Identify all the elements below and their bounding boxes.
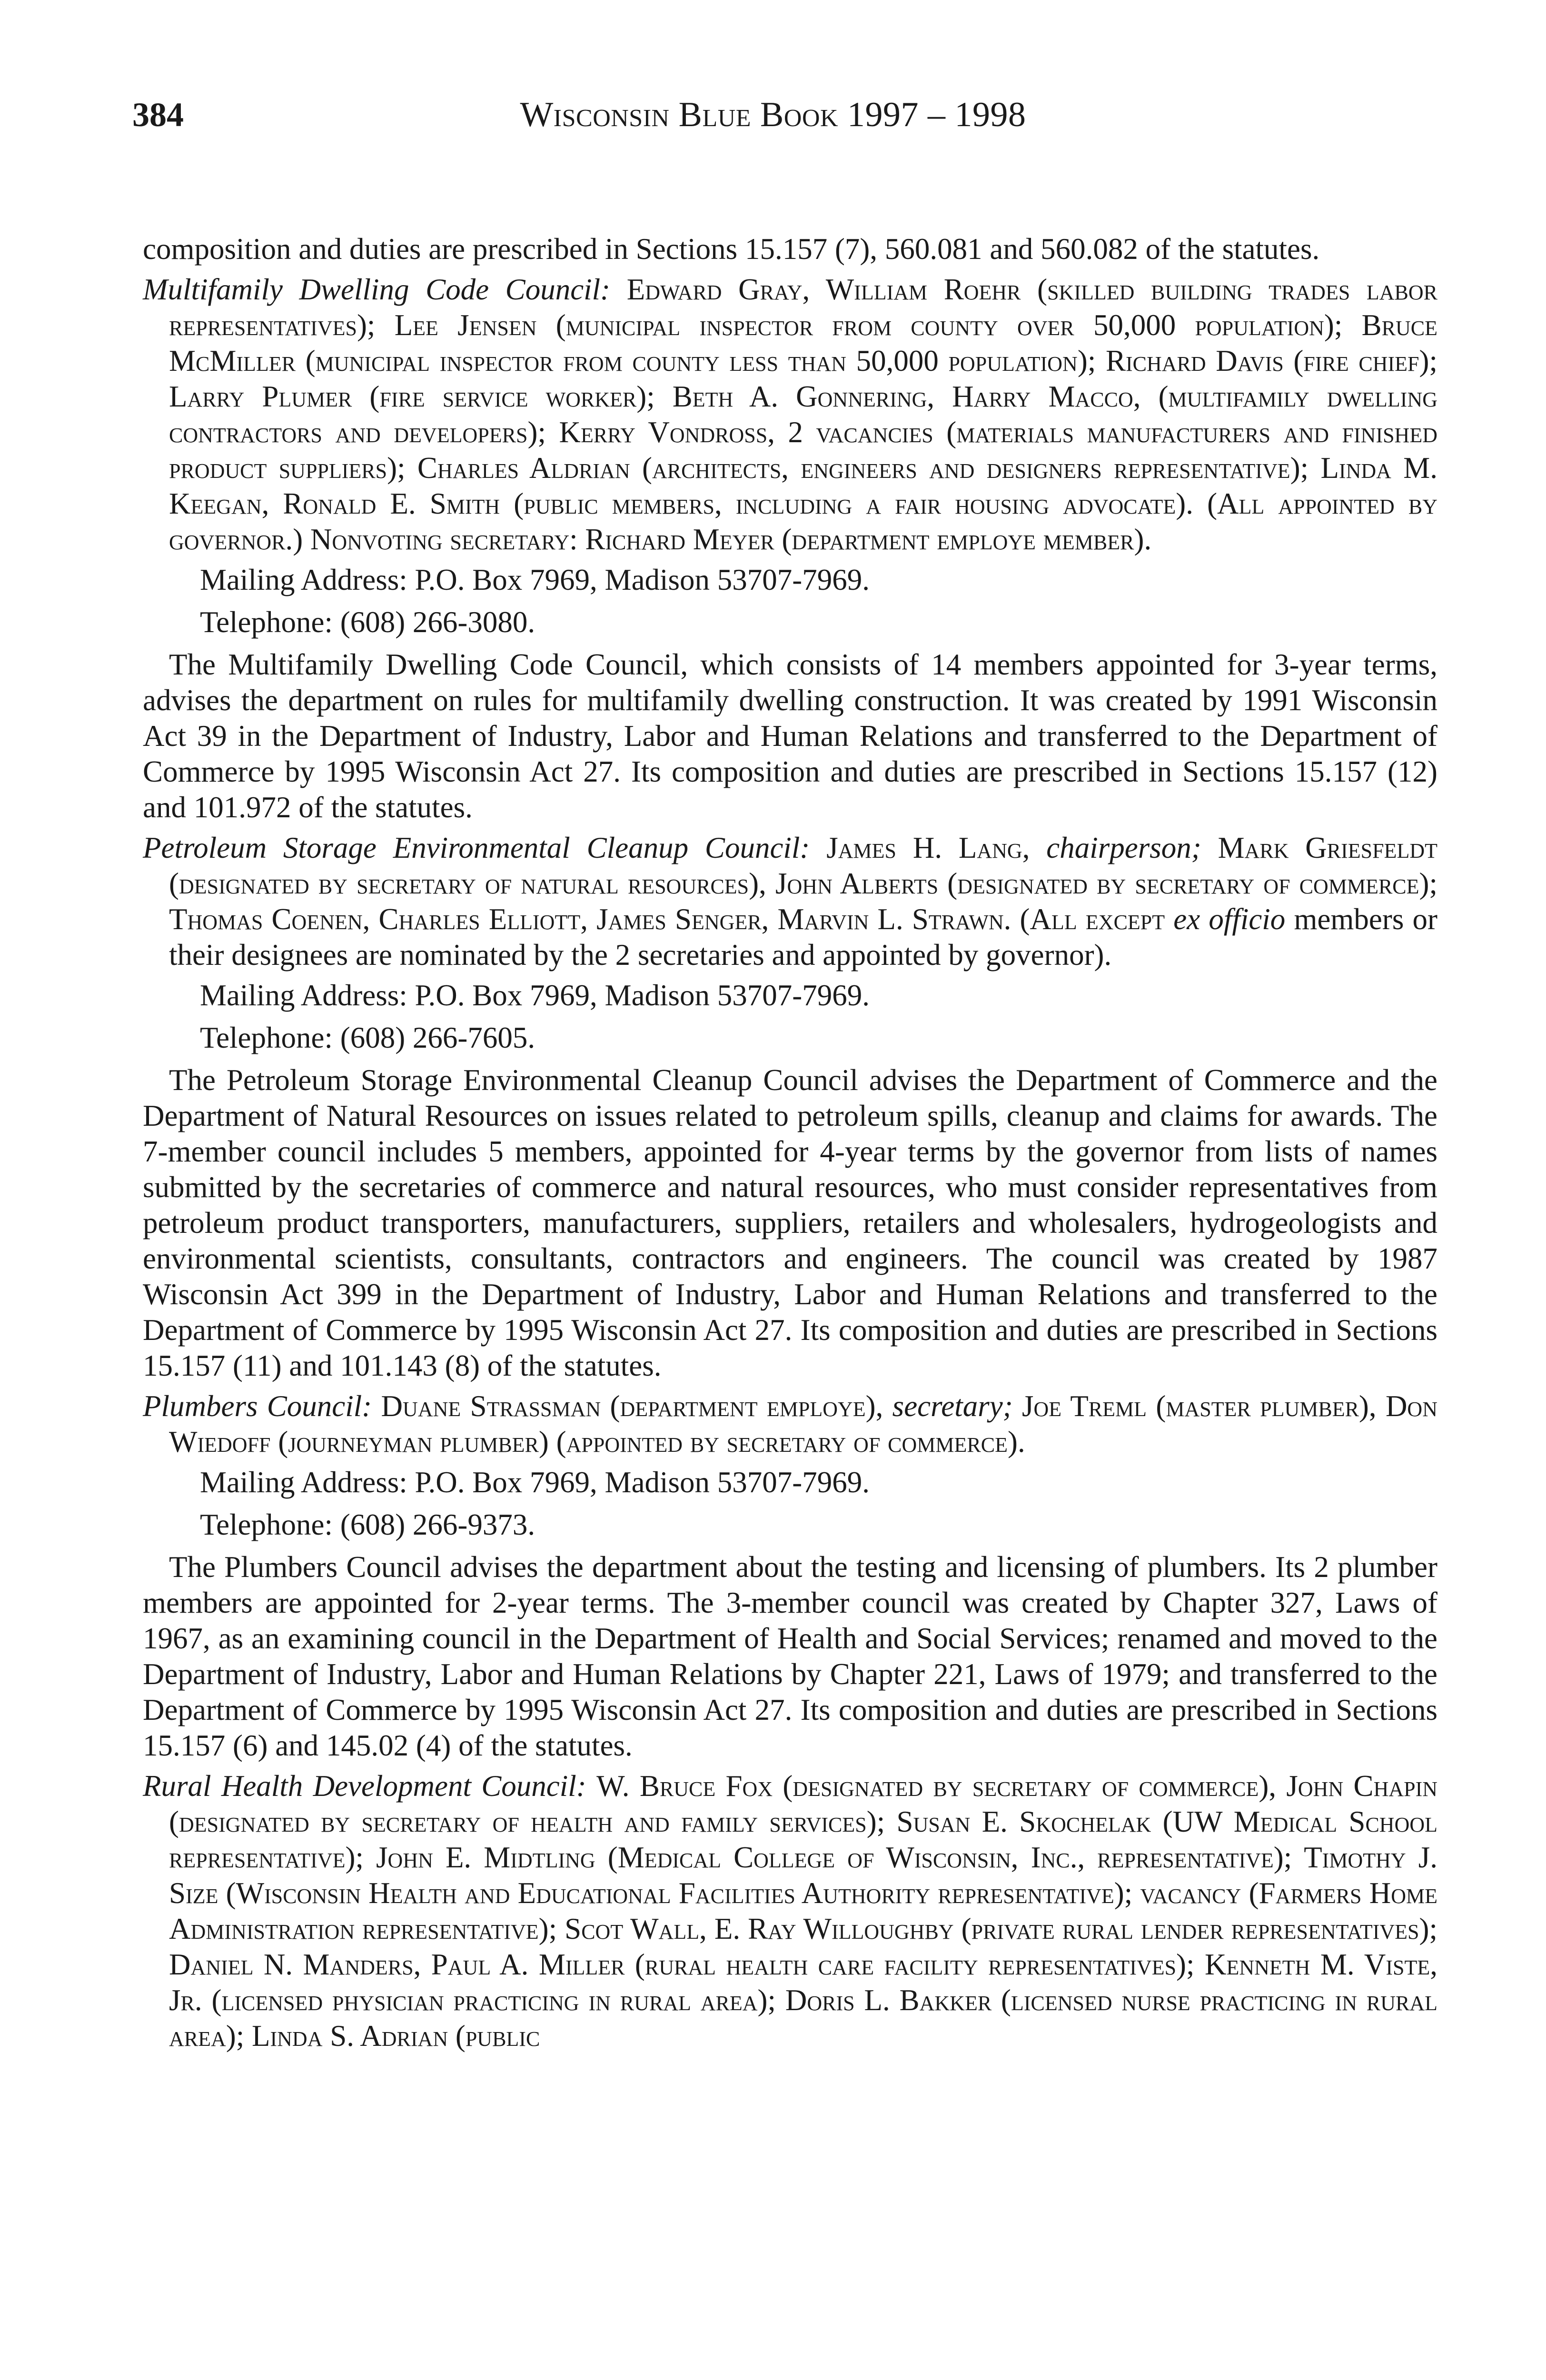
secretary-name: Duane Strassman (department employe), xyxy=(381,1389,883,1423)
council-title: Multifamily Dwelling Code Council: xyxy=(143,273,611,306)
mailing-address: Mailing Address: P.O. Box 7969, Madison 53707-7969. xyxy=(200,1466,870,1499)
petroleum-council-entry xyxy=(143,830,1437,973)
page-number: 384 xyxy=(132,96,184,134)
council-description: The Plumbers Council advises the department about the testing and licensing of plumbers. Its 2 plumber members are appointed for 2-year terms. The 3-member council was created by Chapter 327, Laws of 1967, as an examining council in the Department of Health and Social Services; renamed and moved to the Department of Industry, Labor and Human Relations by Chapter 221, Laws of 1979; and transferred to the Department of Commerce by 1995 Wisconsin Act 27. Its composition and duties are prescribed in Sections 15.157 (6) and 145.02 (4) of the statutes. xyxy=(143,1550,1437,1762)
page-body xyxy=(143,231,1437,2059)
secretary-role: secretary; xyxy=(892,1389,1013,1423)
council-members-end: members or their designees are nominated by the 2 secretaries and appointed by governor). xyxy=(169,902,1437,972)
running-head: Wisconsin Blue Book 1997 – 1998 xyxy=(520,95,1026,134)
telephone: Telephone: (608) 266-3080. xyxy=(200,605,535,639)
ex-officio: ex officio xyxy=(1173,902,1286,936)
council-title: Petroleum Storage Environmental Cleanup Council: xyxy=(143,831,810,864)
plumbers-council-entry xyxy=(143,1388,1437,1460)
intro-paragraph: composition and duties are prescribed in Sections 15.157 (7), 560.081 and 560.082 of the statutes. xyxy=(143,232,1320,266)
chair-role: chairperson; xyxy=(1046,831,1201,864)
rural-health-council-entry xyxy=(143,1768,1437,2054)
council-members: Edward Gray, William Roehr (skilled building trades labor representatives); Lee Jensen (municipal inspector from county over 50,000 population); Bruce McMiller (municipal inspector from county less than 50,000 population); Richard Davis (fire chief); Larry Plumer (fire service worker); Beth A. Gonnering, Harry Macco, (multifamily dwelling contractors and developers); Kerry Vondross, 2 vacancies (materials manufacturers and finished product suppliers); Charles Aldrian (architects, engineers and designers representative); Linda M. Keegan, Ronald E. Smith (public members, including a fair housing advocate). (All appointed by governor.) Nonvoting secretary: Richard Meyer (department employe member). xyxy=(169,273,1438,556)
mailing-address: Mailing Address: P.O. Box 7969, Madison 53707-7969. xyxy=(200,979,870,1012)
telephone: Telephone: (608) 266-9373. xyxy=(200,1508,535,1541)
chair-name: James H. Lang, xyxy=(826,831,1030,864)
telephone: Telephone: (608) 266-7605. xyxy=(200,1021,535,1054)
council-description: The Petroleum Storage Environmental Cleanup Council advises the Department of Commerce and the Department of Natural Resources on issues related to petroleum spills, cleanup and claims for awards. The 7-member council includes 5 members, appointed for 4-year terms by the governor from lists of names submitted by the secretaries of commerce and natural resources, who must consider representatives from petroleum product transporters, manufacturers, suppliers, retailers and wholesalers, hydrogeologists and environmental scientists, consultants, contractors and engineers. The council was created by 1987 Wisconsin Act 399 in the Department of Industry, Labor and Human Relations and transferred to the Department of Commerce by 1995 Wisconsin Act 27. Its composition and duties are prescribed in Sections 15.157 (11) and 101.143 (8) of the statutes. xyxy=(143,1063,1437,1382)
council-title: Rural Health Development Council: xyxy=(143,1769,586,1803)
council-title: Plumbers Council: xyxy=(143,1389,372,1423)
multifamily-council-entry xyxy=(143,272,1437,557)
council-members: Mark Griesfeldt (designated by secretary of natural resources), John Alberts (designated by secretary of commerce); Thomas Coenen, Charles Elliott, James Senger, Marvin L. Strawn. (All except xyxy=(169,831,1438,936)
council-members: Joe Treml (master plumber), Don Wiedoff (journeyman plumber) (appointed by secretary of commerce). xyxy=(169,1389,1437,1458)
council-description: The Multifamily Dwelling Code Council, which consists of 14 members appointed for 3-year terms, advises the department on rules for multifamily dwelling construction. It was created by 1991 Wisconsin Act 39 in the Department of Industry, Labor and Human Relations and transferred to the Department of Commerce by 1995 Wisconsin Act 27. Its composition and duties are prescribed in Sections 15.157 (12) and 101.972 of the statutes. xyxy=(143,648,1437,824)
mailing-address: Mailing Address: P.O. Box 7969, Madison 53707-7969. xyxy=(200,563,870,596)
council-members: W. Bruce Fox (designated by secretary of commerce), John Chapin (designated by secretary of health and family services); Susan E. Skochelak (UW Medical School representative); John E. Midtling (Medical College of Wisconsin, Inc., representative); Timothy J. Size (Wisconsin Health and Educational Facilities Authority representative); vacancy (Farmers Home Administration representative); Scot Wall, E. Ray Willoughby (private rural lender representatives); Daniel N. Manders, Paul A. Miller (rural health care facility representatives); Kenneth M. Viste, Jr. (licensed physician practicing in rural area); Doris L. Bakker (licensed nurse practicing in rural area); Linda S. Adrian (public xyxy=(169,1769,1438,2053)
page-header xyxy=(0,93,1546,136)
